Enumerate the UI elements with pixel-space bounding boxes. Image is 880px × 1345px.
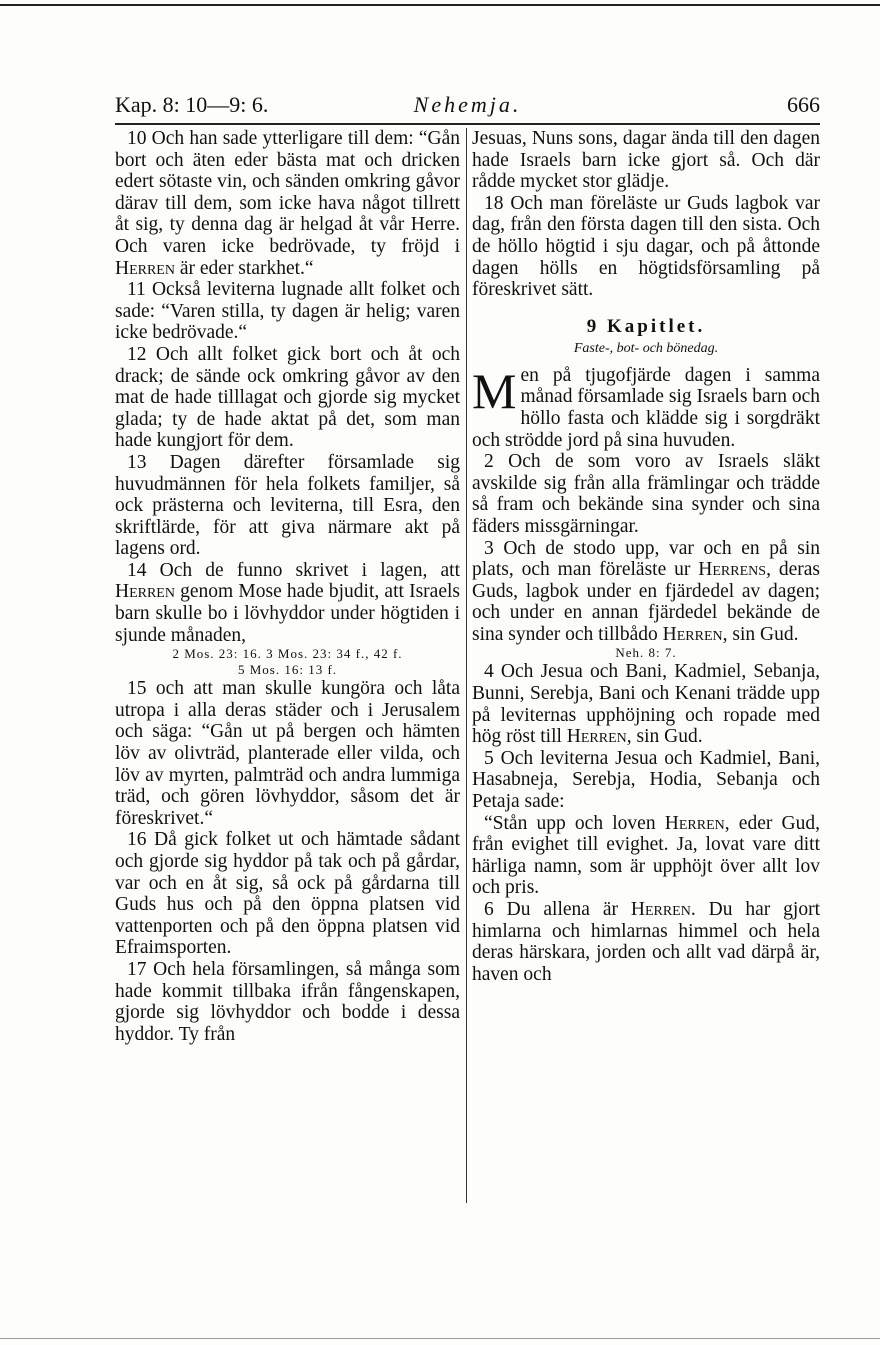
chapter-reference: Kap. 8: 10—9: 6. — [115, 92, 269, 117]
verse-8-17: 17 Och hela församlingen, så många som hade kommit tillbaka ifrån fångenskapen, gjorde sig lövhyddor och bodde i dessa hyddor. Ty från — [115, 958, 460, 1045]
column-divider — [466, 128, 467, 1203]
bottom-border — [0, 1338, 880, 1339]
drop-cap: M — [472, 362, 517, 419]
book-title: Nehemja. — [413, 92, 522, 117]
verse-8-16: 16 Då gick folket ut och hämtade sådant och gjorde sig hyddor på tak och på gårdar, var och en åt sig, så ock på gårdarna till Guds hus och på den öppna platsen vid vattenporten och på den öppna platsen vid Efraimsporten. — [115, 829, 460, 959]
verse-8-14: 14 Och de funno skrivet i lagen, att Herren genom Mose hade bjudit, att Israels barn skulle bo i lövhyddor under högtiden i sjunde månaden, — [115, 559, 460, 646]
verse-8-18: 18 Och man föreläste ur Guds lagbok var dag, från den första dagen till den sista. Och de höllo högtid i sju dagar, och på åttonde dagen hölls en högtidsförsamling på föreskrivet sätt. — [472, 192, 820, 301]
chapter-heading: 9 Kapitlet. — [586, 315, 706, 337]
verse-9-5: 5 Och leviterna Jesua och Kadmiel, Bani, Hasabneja, Serebja, Hodia, Sebanja och Petaja sade: — [472, 747, 820, 813]
verse-9-1: Men på tjugofjärde dagen i samma månad församlade sig Israels barn och höllo fasta och klädde sig i sorgdräkt och strödde jord på sina huvuden. — [472, 362, 820, 451]
verse-8-10: 10 Och han sade ytterligare till dem: “Gån bort och äten eder bästa mat och dricken edert sötaste vin, och sänden omkring gåvor därav till dem, som icke hava något tillrett åt sig, ty denna dag är helgad åt vår Herre. Och varen icke bedrövade, ty fröjd i Herren är eder starkhet.“ — [115, 128, 460, 279]
chapter-subtitle: Faste-, bot- och bönedag. — [573, 340, 719, 356]
right-column — [472, 128, 820, 985]
verse-9-5-quote: “Stån upp och loven Herren, eder Gud, från evighet till evighet. Ja, lovat vare ditt härliga namn, som är upphöjt över allt lov och pris. — [472, 812, 820, 899]
cross-reference: Neh. 8: 7. — [615, 645, 677, 661]
page-number: 666 — [787, 92, 820, 117]
running-header — [115, 92, 820, 122]
cross-reference: 5 Mos. 16: 13 f. — [237, 662, 338, 678]
header-rule — [115, 123, 820, 125]
verse-9-2: 2 Och de som voro av Israels släkt avskilde sig från alla främlingar och trädde så fram och bekände sina synder och sina fäders missgärningar. — [472, 451, 820, 537]
left-column — [115, 128, 460, 1045]
verse-8-11: 11 Också leviterna lugnade allt folket och sade: “Varen stilla, ty dagen är helig; varen icke bedrövade.“ — [115, 279, 460, 344]
verse-9-3: 3 Och de stodo upp, var och en på sin plats, och man föreläste ur Herrens, deras Guds, lagbok under en fjärdedel av dagen; och under en annan fjärdedel bekände de sina synder och tillbådo Herren, sin Gud. — [472, 537, 820, 645]
verse-8-15: 15 och att man skulle kungöra och låta utropa i alla deras städer och i Jerusalem och säga: “Gån ut på bergen och hämten löv av olivträd, planterade eller vilda, och löv av myrten, palmträd och andra lummiga träd, och gören lövhyddor, såsom det är föreskrivet.“ — [115, 678, 460, 829]
verse-8-12: 12 Och allt folket gick bort och åt och drack; de sände ock omkring gåvor av den mat de hade tilllagat och gjorde sig mycket glada; ty de hade aktat på det, som man hade kungjort för dem. — [115, 343, 460, 452]
cross-reference: 2 Mos. 23: 16. 3 Mos. 23: 34 f., 42 f. — [172, 646, 403, 662]
verse-9-4: 4 Och Jesua och Bani, Kadmiel, Sebanja, Bunni, Serebja, Bani och Kenani trädde upp på leviternas upphöjning och ropade med hög röst till Herren, sin Gud. — [472, 661, 820, 748]
verse-8-17-continued: Jesuas, Nuns sons, dagar ända till den dagen hade Israels barn icke gjort så. Och där rådde mycket stor glädje. — [472, 128, 820, 193]
verse-9-6: 6 Du allena är Herren. Du har gjort himlarna och himlarnas himmel och hela deras härskara, jorden och allt vad därpå är, haven och — [472, 899, 820, 985]
top-border — [0, 4, 880, 6]
verse-8-13: 13 Dagen därefter församlade sig huvudmännen för hela folkets familjer, så ock prästerna och leviterna, till Esra, den skriftlärde, för att giva närmare akt på lagens ord. — [115, 451, 460, 560]
